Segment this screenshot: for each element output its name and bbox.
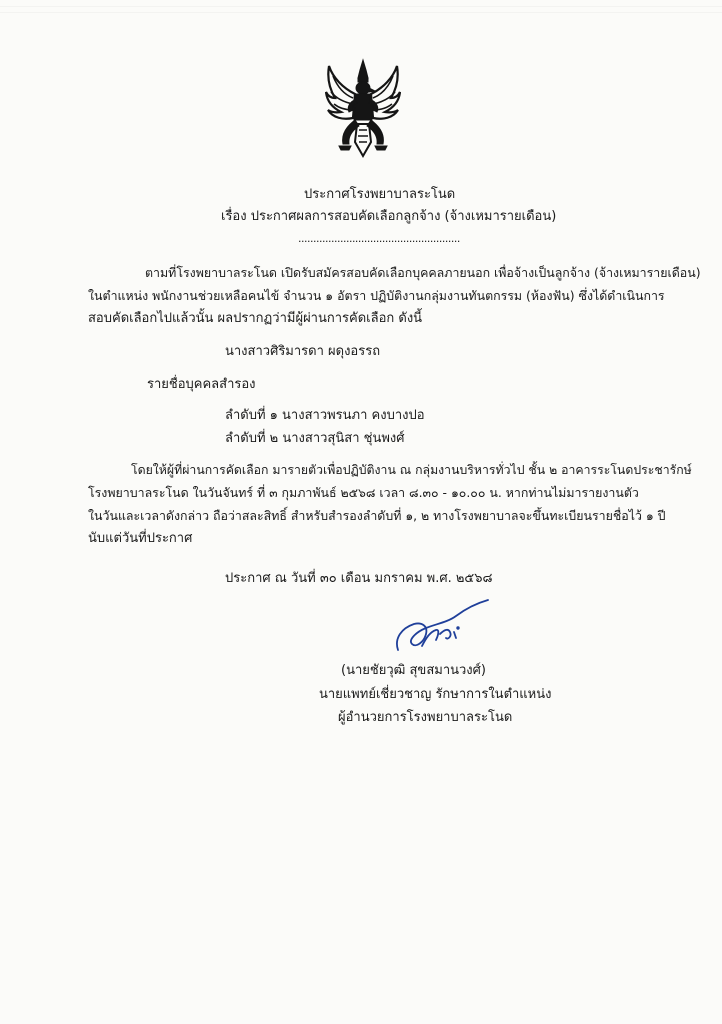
paragraph-1-line-1: ตามที่โรงพยาบาลระโนด เปิดรับสมัครสอบคัดเลือกบุคคลภายนอก เพื่อจ้างเป็นลูกจ้าง (จ้างเหมารายเดือน): [145, 265, 701, 280]
passed-candidate-name: นางสาวศิริมารดา ผดุงอรรถ: [225, 344, 381, 359]
document-subject: เรื่อง ประกาศผลการสอบคัดเลือกลูกจ้าง (จ้างเหมารายเดือน): [221, 209, 557, 224]
paragraph-1-line-3: สอบคัดเลือกไปแล้วนั้น ผลปรากฏว่ามีผู้ผ่านการคัดเลือก ดังนี้: [88, 311, 423, 326]
signatory-position-1: นายแพทย์เชี่ยวชาญ รักษาการในตำแหน่ง: [319, 687, 552, 702]
paragraph-2-line-3: ในวันและเวลาดังกล่าว ถือว่าสละสิทธิ์ สำหรับสำรองลำดับที่ ๑, ๒ ทางโรงพยาบาลจะขึ้นทะเบียนรายชื่อไว้ ๑ ปี: [88, 508, 666, 523]
announcement-date: ประกาศ ณ วันที่ ๓๐ เดือน มกราคม พ.ศ. ๒๕๖๘: [225, 571, 493, 586]
reserve-item-2: ลำดับที่ ๒ นางสาวสุนิสา ชุ่นพงศ์: [225, 431, 405, 446]
handwritten-signature: [392, 598, 492, 660]
signatory-name: (นายชัยวุฒิ สุขสมานวงศ์): [341, 663, 486, 678]
scan-artifact: [0, 6, 722, 7]
garuda-emblem-icon: [325, 58, 401, 166]
divider: ......................................................: [298, 232, 460, 245]
document-title: ประกาศโรงพยาบาลระโนด: [304, 187, 456, 202]
paragraph-2-line-4: นับแต่วันที่ประกาศ: [88, 531, 193, 546]
reserve-heading: รายชื่อบุคคลสำรอง: [147, 377, 256, 392]
paragraph-2-line-1: โดยให้ผู้ที่ผ่านการคัดเลือก มารายตัวเพื่อปฏิบัติงาน ณ กลุ่มงานบริหารทั่วไป ชั้น ๒ อาคารระโนดประชารักษ์: [131, 463, 692, 477]
paragraph-2-line-2: โรงพยาบาลระโนด ในวันจันทร์ ที่ ๓ กุมภาพันธ์ ๒๕๖๘ เวลา ๘.๓๐ - ๑๐.๐๐ น. หากท่านไม่มารายงานตัว: [88, 485, 639, 500]
scan-artifact: [0, 12, 722, 13]
reserve-item-1: ลำดับที่ ๑ นางสาวพรนภา คงบางปอ: [225, 408, 425, 423]
paragraph-1-line-2: ในตำแหน่ง พนักงานช่วยเหลือคนไข้ จำนวน ๑ อัตรา ปฏิบัติงานกลุ่มงานทันตกรรม (ห้องฟัน) ซึ่งได้ดำเนินการ: [88, 288, 665, 303]
signatory-position-2: ผู้อำนวยการโรงพยาบาลระโนด: [338, 710, 513, 725]
